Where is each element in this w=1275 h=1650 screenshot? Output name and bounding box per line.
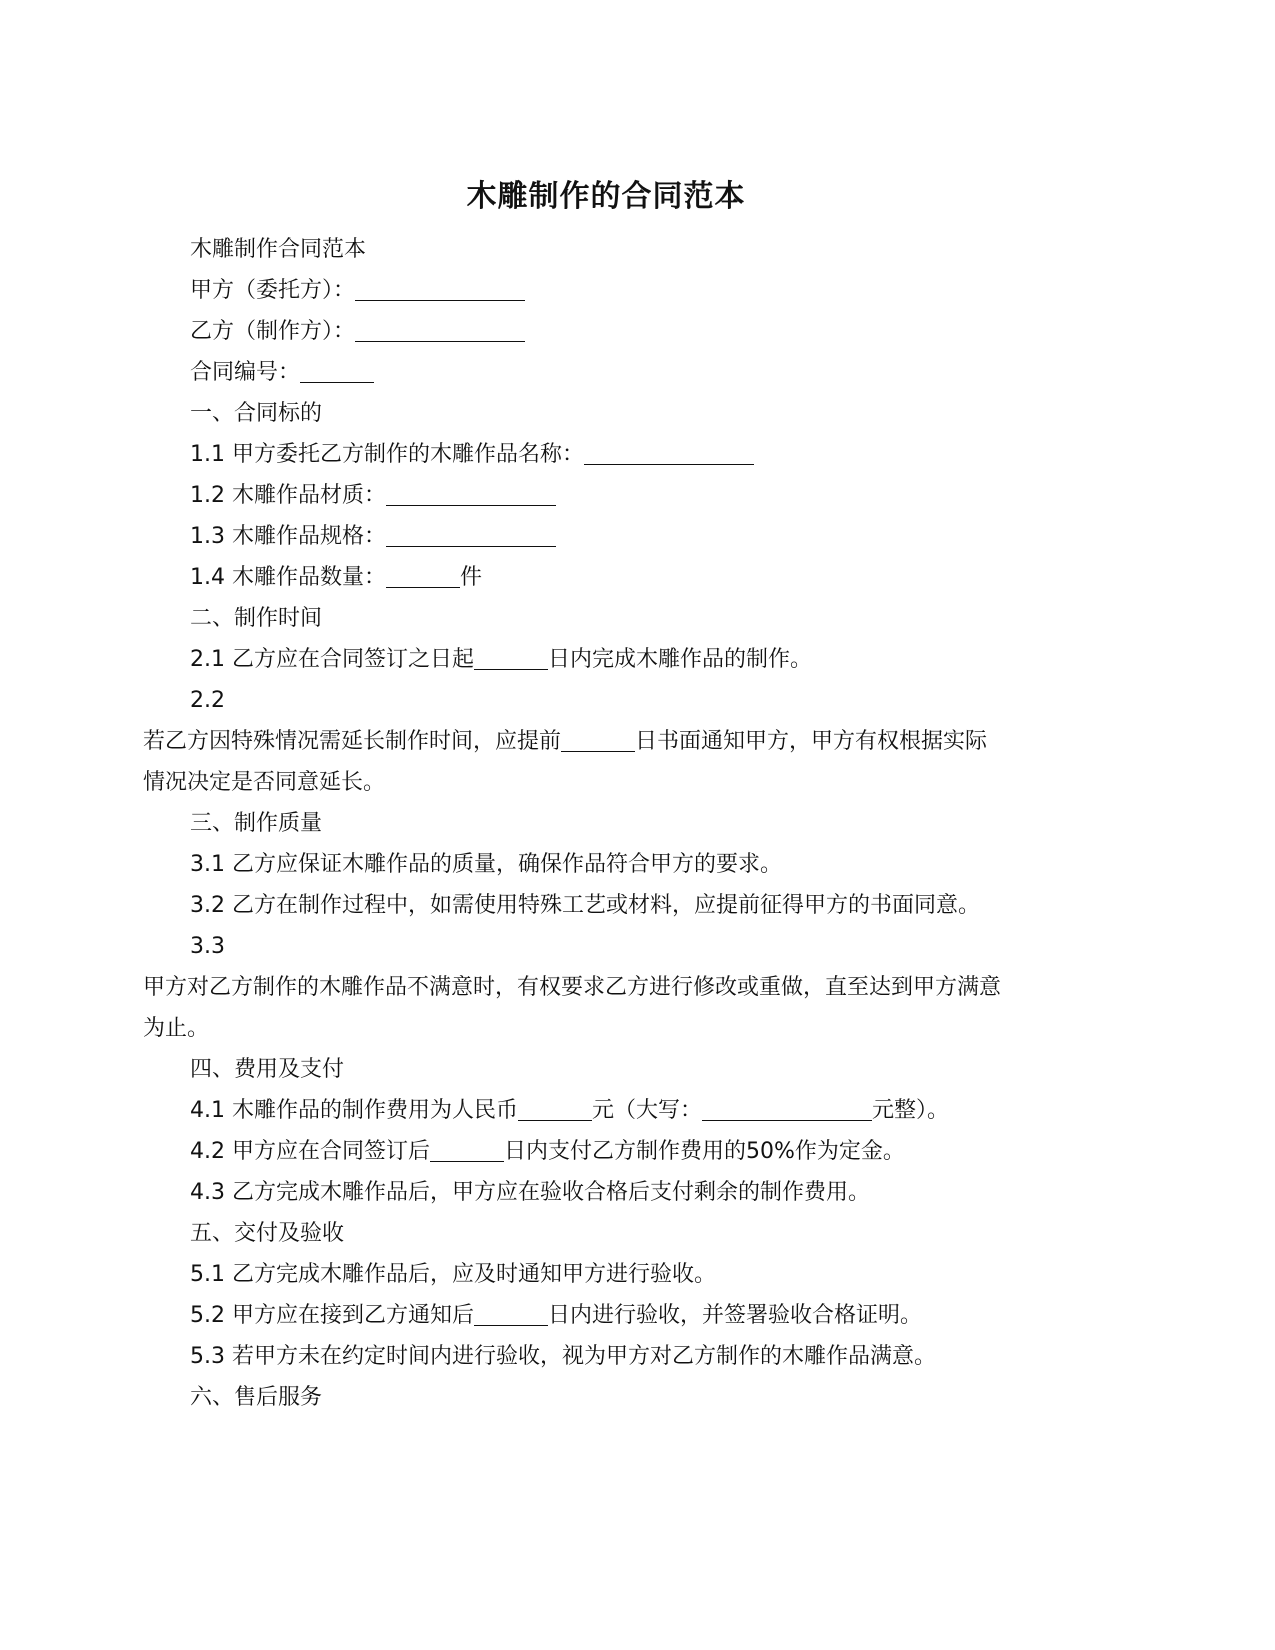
line-text: 五、交付及验收 — [190, 1221, 345, 1246]
paragraph-line — [143, 1131, 1083, 1172]
line-text: 甲方对乙方制作的木雕作品不满意时，有权要求乙方进行修改或重做，直至达到甲方满意 — [143, 975, 1002, 1000]
line-text: 5.1 乙方完成木雕作品后，应及时通知甲方进行验收。 — [190, 1262, 716, 1287]
fill-in-blank[interactable] — [474, 1303, 548, 1326]
paragraph-line — [143, 639, 1083, 680]
line-text: 元（大写： — [591, 1098, 702, 1123]
paragraph-line — [143, 844, 1083, 885]
paragraph-line — [143, 352, 1083, 393]
paragraph-line — [143, 557, 1083, 598]
fill-in-blank[interactable] — [386, 483, 556, 506]
paragraph-line — [143, 926, 1083, 967]
fill-in-blank[interactable] — [561, 729, 635, 752]
line-text: 一、合同标的 — [190, 401, 323, 426]
paragraph-line — [143, 1295, 1083, 1336]
line-text: 3.3 — [190, 934, 225, 959]
line-text: 1.2 木雕作品材质： — [190, 483, 386, 508]
fill-in-blank[interactable] — [584, 442, 754, 465]
line-text: 六、售后服务 — [190, 1385, 323, 1410]
fill-in-blank[interactable] — [518, 1098, 592, 1121]
line-text: 3.1 乙方应保证木雕作品的质量，确保作品符合甲方的要求。 — [190, 852, 782, 877]
line-text: 1.3 木雕作品规格： — [190, 524, 386, 549]
paragraph-line — [143, 1377, 1083, 1418]
fill-in-blank[interactable] — [300, 360, 374, 383]
line-text: 日内完成木雕作品的制作。 — [547, 647, 812, 672]
line-text: 若乙方因特殊情况需延长制作时间，应提前 — [143, 729, 562, 754]
line-text: 木雕制作合同范本 — [190, 237, 367, 262]
line-text: 3.2 乙方在制作过程中，如需使用特殊工艺或材料，应提前征得甲方的书面同意。 — [190, 893, 980, 918]
line-text: 4.2 甲方应在合同签订后 — [190, 1139, 430, 1164]
paragraph-line — [143, 516, 1083, 557]
fill-in-blank[interactable] — [386, 565, 460, 588]
paragraph-line — [143, 1008, 1083, 1049]
paragraph-line — [143, 803, 1083, 844]
paragraph-line — [143, 229, 1083, 270]
paragraph-line — [143, 762, 1083, 803]
line-text: 日内支付乙方制作费用的50%作为定金。 — [503, 1139, 905, 1164]
paragraph-line — [143, 311, 1083, 352]
fill-in-blank[interactable] — [355, 319, 525, 342]
paragraph-line — [143, 1172, 1083, 1213]
line-text: 1.4 木雕作品数量： — [190, 565, 386, 590]
line-text: 乙方（制作方）： — [190, 319, 356, 344]
paragraph-line — [143, 1090, 1083, 1131]
fill-in-blank[interactable] — [386, 524, 556, 547]
line-text: 2.1 乙方应在合同签订之日起 — [190, 647, 474, 672]
paragraph-line — [143, 1213, 1083, 1254]
line-text: 4.3 乙方完成木雕作品后，甲方应在验收合格后支付剩余的制作费用。 — [190, 1180, 870, 1205]
line-text: 四、费用及支付 — [190, 1057, 345, 1082]
line-text: 为止。 — [143, 1016, 210, 1041]
line-text: 2.2 — [190, 688, 225, 713]
line-text: 5.2 甲方应在接到乙方通知后 — [190, 1303, 474, 1328]
paragraph-line — [143, 434, 1083, 475]
fill-in-blank[interactable] — [474, 647, 548, 670]
paragraph-line — [143, 270, 1083, 311]
paragraph-line — [143, 1254, 1083, 1295]
line-text: 日书面通知甲方，甲方有权根据实际 — [635, 729, 988, 754]
paragraph-line — [143, 393, 1083, 434]
paragraph-line — [143, 967, 1083, 1008]
paragraph-line — [143, 721, 1083, 762]
fill-in-blank[interactable] — [355, 278, 525, 301]
line-text: 1.1 甲方委托乙方制作的木雕作品名称： — [190, 442, 584, 467]
fill-in-blank[interactable] — [430, 1139, 504, 1162]
line-text: 合同编号： — [190, 360, 301, 385]
paragraph-line — [143, 885, 1083, 926]
paragraph-line — [143, 598, 1083, 639]
document-body — [143, 229, 1083, 1418]
line-text: 二、制作时间 — [190, 606, 323, 631]
line-text: 日内进行验收，并签署验收合格证明。 — [547, 1303, 922, 1328]
line-text: 5.3 若甲方未在约定时间内进行验收，视为甲方对乙方制作的木雕作品满意。 — [190, 1344, 936, 1369]
fill-in-blank[interactable] — [702, 1098, 872, 1121]
line-text: 情况决定是否同意延长。 — [143, 770, 386, 795]
paragraph-line — [143, 680, 1083, 721]
paragraph-line — [143, 1049, 1083, 1090]
line-text: 元整）。 — [872, 1098, 950, 1123]
line-text: 4.1 木雕作品的制作费用为人民币 — [190, 1098, 518, 1123]
document-title: 木雕制作的合同范本 — [466, 179, 746, 214]
paragraph-line — [143, 475, 1083, 516]
line-text: 甲方（委托方）： — [190, 278, 356, 303]
line-text: 件 — [459, 565, 482, 590]
paragraph-line — [143, 1336, 1083, 1377]
line-text: 三、制作质量 — [190, 811, 323, 836]
